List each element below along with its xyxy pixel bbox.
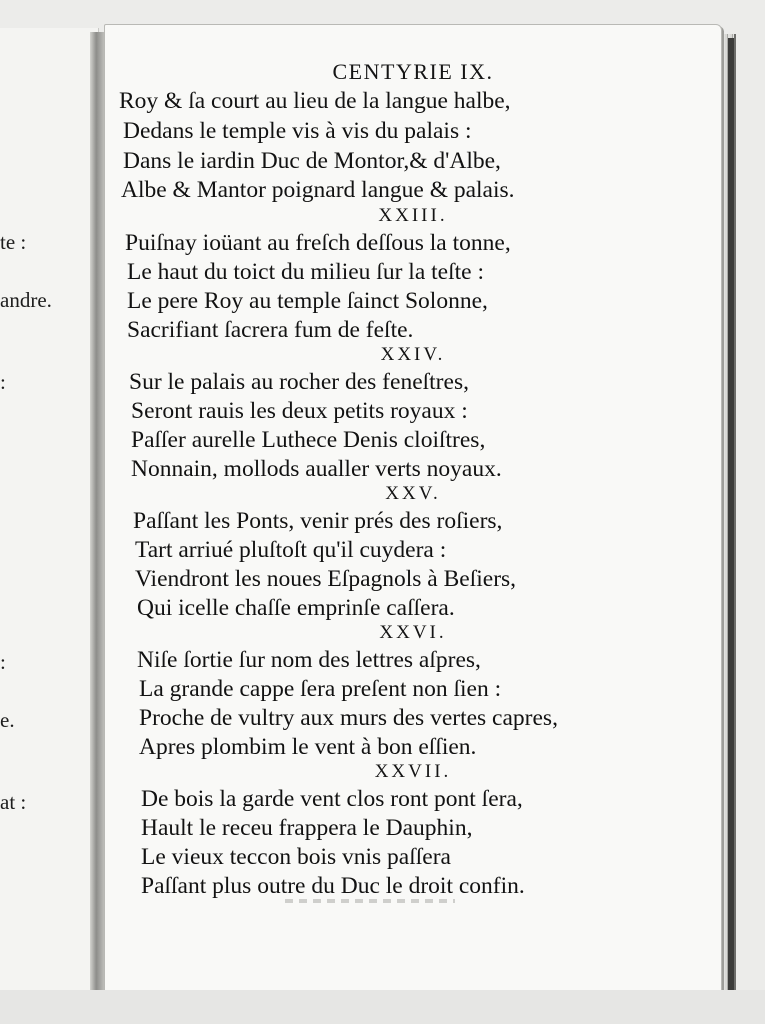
table-surface: [0, 990, 765, 1024]
book-gutter: [90, 32, 104, 990]
verse-line: Le haut du toict du milieu ſur la teſte :: [127, 259, 484, 285]
verse-line: Proche de vultry aux murs des vertes capres,: [139, 705, 558, 731]
left-page: [0, 28, 99, 990]
quatrain-number: XXIII.: [378, 205, 448, 226]
left-page-fragment: at :: [0, 790, 27, 814]
quatrain-number: XXVII.: [374, 761, 452, 782]
verse-line: Qui icelle chaſſe emprinſe caſſera.: [137, 595, 455, 621]
verse-line: La grande cappe ſera preſent non ſien :: [139, 676, 502, 702]
verse-line: Paſſant les Ponts, venir prés des roſiers,: [133, 508, 503, 534]
verse-line: Nonnain, mollods aualler verts noyaux.: [131, 456, 502, 482]
quatrain-number: XXIV.: [380, 344, 446, 365]
verse-line: Hault le receu frappera le Dauphin,: [141, 815, 473, 841]
verse-line: Albe & Mantor poignard langue & palais.: [121, 177, 515, 203]
left-page-fragment: :: [0, 370, 6, 394]
verse-line: Dedans le temple vis à vis du palais :: [123, 118, 472, 144]
verse-line: De bois la garde vent clos ront pont ſera,: [141, 786, 523, 812]
verse-line: Sur le palais au rocher des feneſtres,: [129, 369, 469, 395]
verse-line: Sacrifiant ſacrera fum de feſte.: [127, 317, 414, 343]
book-cover-edge: [728, 38, 734, 998]
quatrain-number: XXV.: [385, 483, 441, 504]
right-page: [104, 24, 722, 994]
verse-line: Seront rauis les deux petits royaux :: [131, 398, 468, 424]
left-page-fragment: :: [0, 650, 6, 674]
verse-line: Dans le iardin Duc de Montor,& d'Albe,: [123, 148, 501, 174]
verse-line: Apres plombim le vent à bon eſſien.: [139, 734, 477, 760]
quatrain-number: XXVI.: [379, 622, 447, 643]
verse-line: Niſe ſortie ſur nom des lettres aſpres,: [137, 647, 481, 673]
verse-line: Paſſant plus outre du Duc le droit confin.: [141, 873, 525, 899]
running-head: CENTYRIE IX.: [332, 59, 494, 84]
verse-line: Le pere Roy au temple ſainct Solonne,: [127, 288, 488, 314]
verse-line: Puiſnay ioüant au freſch deſſous la tonne,: [125, 230, 511, 256]
left-page-fragment: te :: [0, 230, 27, 254]
left-page-fragment: e.: [0, 708, 15, 732]
bleed-through-marks: [285, 899, 455, 903]
verse-line: Roy & ſa court au lieu de la langue halbe,: [119, 88, 511, 114]
verse-line: Viendront les noues Eſpagnols à Beſiers,: [135, 566, 517, 592]
verse-line: Tart arriué pluſtoſt qu'il cuydera :: [135, 537, 447, 563]
left-page-fragment: andre.: [0, 288, 52, 312]
verse-line: Paſſer aurelle Luthece Denis cloiſtres,: [131, 427, 486, 453]
verse-line: Le vieux teccon bois vnis paſſera: [141, 844, 451, 870]
